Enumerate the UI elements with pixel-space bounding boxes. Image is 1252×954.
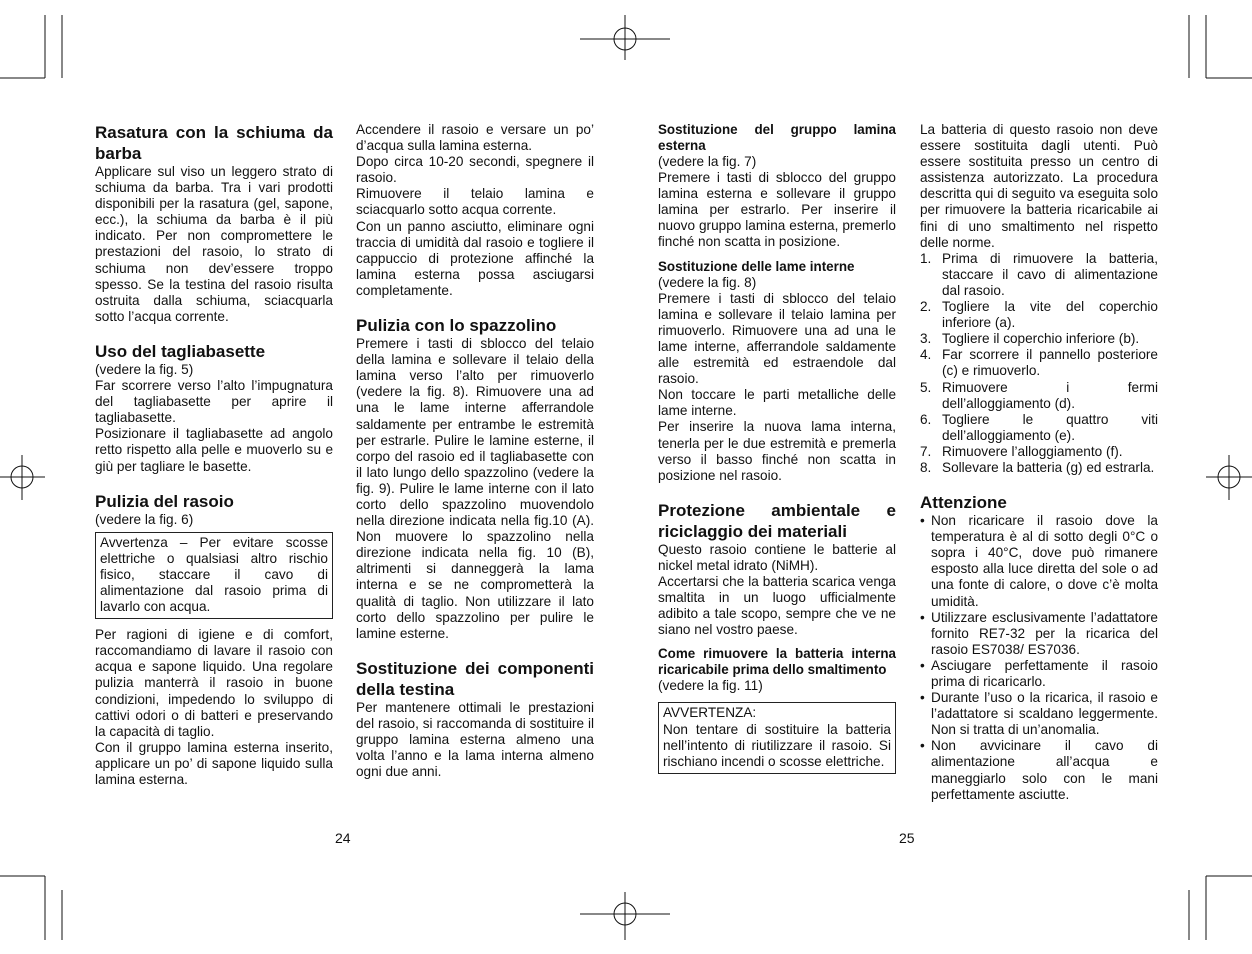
heading-lame-interne: Sostituzione delle lame interne [658, 258, 855, 274]
text-pulizia-1: Per ragioni di igiene e di comfort, raccomandiamo di lavare il rasoio con acqua e sapone liquido. Una regolare pulizia manterrà il rasoio in buone condizioni, impedendo lo sviluppo di cattivi odori o di batteri e preservando la capacità di taglio. [95, 627, 333, 739]
list-item: • Non ricaricare il rasoio dove la temperatura è al di sotto degli 0°C o sopra i 40°C, dove può rimanere esposto alla luce diretta del sole o ad una fonte di calore, o dove c’è molta umidità. [920, 513, 1158, 609]
text-tagliabasette-1: Far scorrere verso l’alto l’impugnatura del tagliabasette per aprire il tagliabasette. [95, 378, 333, 426]
text-lame-3: Per inserire la nuova lama interna, tenerla per le due estremità e premerla verso il basso finché non scatta in posizione nel rasoio. [658, 419, 896, 483]
page-number-left: 24 [335, 830, 351, 846]
heading-pulizia: Pulizia del rasoio [95, 491, 234, 511]
text-col2-3: Rimuovere il telaio lamina e sciacquarlo sotto acqua corrente. [356, 186, 594, 218]
attenzione-list [920, 513, 1158, 803]
text-lame-2: Non toccare le parti metalliche delle lame interne. [658, 387, 896, 419]
avvertenza-box [658, 702, 896, 773]
list-item: • Asciugare perfettamente il rasoio prima di ricaricarlo. [920, 657, 1158, 689]
text-gruppo: Premere i tasti di sblocco del gruppo lamina esterna e sollevare il gruppo lamina per estrarlo. Per inserire il nuovo gruppo lamina esterna, premerlo finché non scatta in posizione. [658, 170, 896, 250]
list-item: 7. Rimuovere l’alloggiamento (f). [920, 443, 1123, 459]
ref-pulizia: (vedere la fig. 6) [95, 511, 194, 527]
list-item: • Non avvicinare il cavo di alimentazione all’acqua e maneggiarlo solo con le mani perfettamente asciutte. [920, 738, 1158, 802]
ref-rimuovere: (vedere la fig. 11) [658, 678, 763, 694]
text-col2-1: Accendere il rasoio e versare un po’ d’acqua sulla lamina esterna. [356, 122, 594, 154]
list-item: • Durante l’uso o la ricarica, il rasoio e l’adattatore si scaldano leggermente. Non si tratta di un’anomalia. [920, 690, 1158, 738]
heading-rimuovere-batteria: Come rimuovere la batteria interna ricaricabile prima dello smaltimento [658, 646, 896, 678]
heading-protezione: Protezione ambientale e riciclaggio dei materiali [658, 500, 896, 541]
text-batteria: La batteria di questo rasoio non deve essere sostituita dagli utenti. Può essere sostituita presso un centro di assistenza autorizzato. La procedura descritta qui di seguito va eseguita solo per rimuovere la batteria ricaricabile ai fini di uno smaltimento nel rispetto delle norme. [920, 122, 1158, 250]
page-number-right: 25 [899, 830, 915, 846]
heading-gruppo-lamina: Sostituzione del gruppo lamina esterna [658, 122, 896, 153]
column-1 [95, 122, 333, 788]
list-item: 6. Togliere le quattro viti dell’alloggiamento (e). [920, 411, 1158, 443]
text-rasatura: Applicare sul viso un leggero strato di schiuma da barba. Tra i vari prodotti disponibili per la rasatura (gel, sapone, ecc.), la schiuma da barba è il più indicato. Per non compromettere le prestazioni del rasoio, lo strato di schiuma non dev’essere troppo spesso. Se la testina del rasoio risulta ostruita dalla schiuma, sciacquarla sotto l’acqua corrente. [95, 164, 333, 324]
column-2 [356, 122, 594, 780]
text-protezione-2: Accertarsi che la batteria scarica venga smaltita in un luogo ufficialmente adibito a tale scopo, sempre che ve ne siano nel vostro paese. [658, 573, 896, 638]
heading-attenzione: Attenzione [920, 493, 1007, 513]
list-item: 8. Sollevare la batteria (g) ed estrarla. [920, 459, 1155, 475]
text-spazzolino: Premere i tasti di sblocco del telaio della lamina e sollevare il telaio della lamina verso l’alto per rimuoverlo (vedere la fig. 8). Rimuovere una ad una le lame interne afferrandole saldamente per entrambe le estremità per estrarle. Pulire le lamine esterne, il corpo del rasoio ed il tagliabasette con il lato lungo dello spazzolino (vedere la fig. 9). Pulire le lame interne con il lato corto dello spazzolino muovendolo nella direzione indicata nella fig.10 (A). Non muovere lo spazzolino nella direzione indicata nella fig. 10 (B), altrimenti si danneggerà la lama interna e se ne comprometterà la qualità di taglio. Non utilizzare il lato corto dello spazzolino per pulire le lamine esterne. [356, 336, 594, 641]
heading-tagliabasette: Uso del tagliabasette [95, 341, 266, 361]
column-4 [920, 122, 1158, 803]
text-protezione-1: Questo rasoio contiene le batterie al nickel metal idrato (NiMH). [658, 541, 896, 573]
text-col2-2: Dopo circa 10-20 secondi, spegnere il rasoio. [356, 154, 594, 186]
list-item: 4. Far scorrere il pannello posteriore (c) e rimuoverlo. [920, 347, 1158, 379]
avvertenza-text: Non tentare di sostituire la batteria nell’intento di riutilizzare il rasoio. Si rischiano incendi o scosse elettriche. [663, 721, 891, 769]
list-item: 5. Rimuovere i fermi dell’alloggiamento (d). [920, 379, 1158, 411]
ref-tagliabasette: (vedere la fig. 5) [95, 361, 194, 377]
list-item: 3. Togliere il coperchio inferiore (b). [920, 331, 1140, 347]
warning-text: Avvertenza – Per evitare scosse elettriche o qualsiasi altro rischio fisico, staccare il cavo di alimentazione dal rasoio prima di lavarlo con acqua. [100, 534, 328, 615]
list-item: • Utilizzare esclusivamente l’adattatore fornito RE7-32 per la ricarica del rasoio ES7038/ ES7036. [920, 609, 1158, 657]
text-pulizia-2: Con il gruppo lamina esterna inserito, applicare un po’ di sapone liquido sulla lamina esterna. [95, 739, 333, 787]
text-col2-4: Con un panno asciutto, eliminare ogni traccia di umidità dal rasoio e togliere il cappuccio di protezione affinché la lamina esterna possa asciugarsi completamente. [356, 218, 594, 298]
warning-box [95, 532, 333, 619]
heading-sostituzione: Sostituzione dei componenti della testina [356, 658, 594, 699]
column-3 [658, 122, 896, 774]
heading-spazzolino: Pulizia con lo spazzolino [356, 316, 557, 336]
heading-rasatura: Rasatura con la schiuma da barba [95, 123, 333, 163]
text-lame-1: Premere i tasti di sblocco del telaio lamina e sollevare il telaio lamina per rimuoverlo. Rimuovere una ad una le lame interne, afferrandole saldamente alle estremità ed estraendole dal rasoio. [658, 290, 896, 387]
text-tagliabasette-2: Posizionare il tagliabasette ad angolo retto rispetto alla pelle e muoverlo su e giù per tagliare le basette. [95, 426, 333, 474]
text-sostituzione: Per mantenere ottimali le prestazioni del rasoio, si raccomanda di sostituire il gruppo lamina esterna almeno una volta l’anno e la lama interna almeno ogni due anni. [356, 699, 594, 780]
ref-lame: (vedere la fig. 8) [658, 274, 757, 290]
avvertenza-title: AVVERTENZA: [663, 705, 757, 721]
list-item: 1. Prima di rimuovere la batteria, staccare il cavo di alimentazione dal rasoio. [920, 250, 1158, 298]
steps-list [920, 251, 1158, 476]
list-item: 2. Togliere la vite del coperchio inferiore (a). [920, 299, 1158, 331]
ref-gruppo: (vedere la fig. 7) [658, 154, 757, 169]
